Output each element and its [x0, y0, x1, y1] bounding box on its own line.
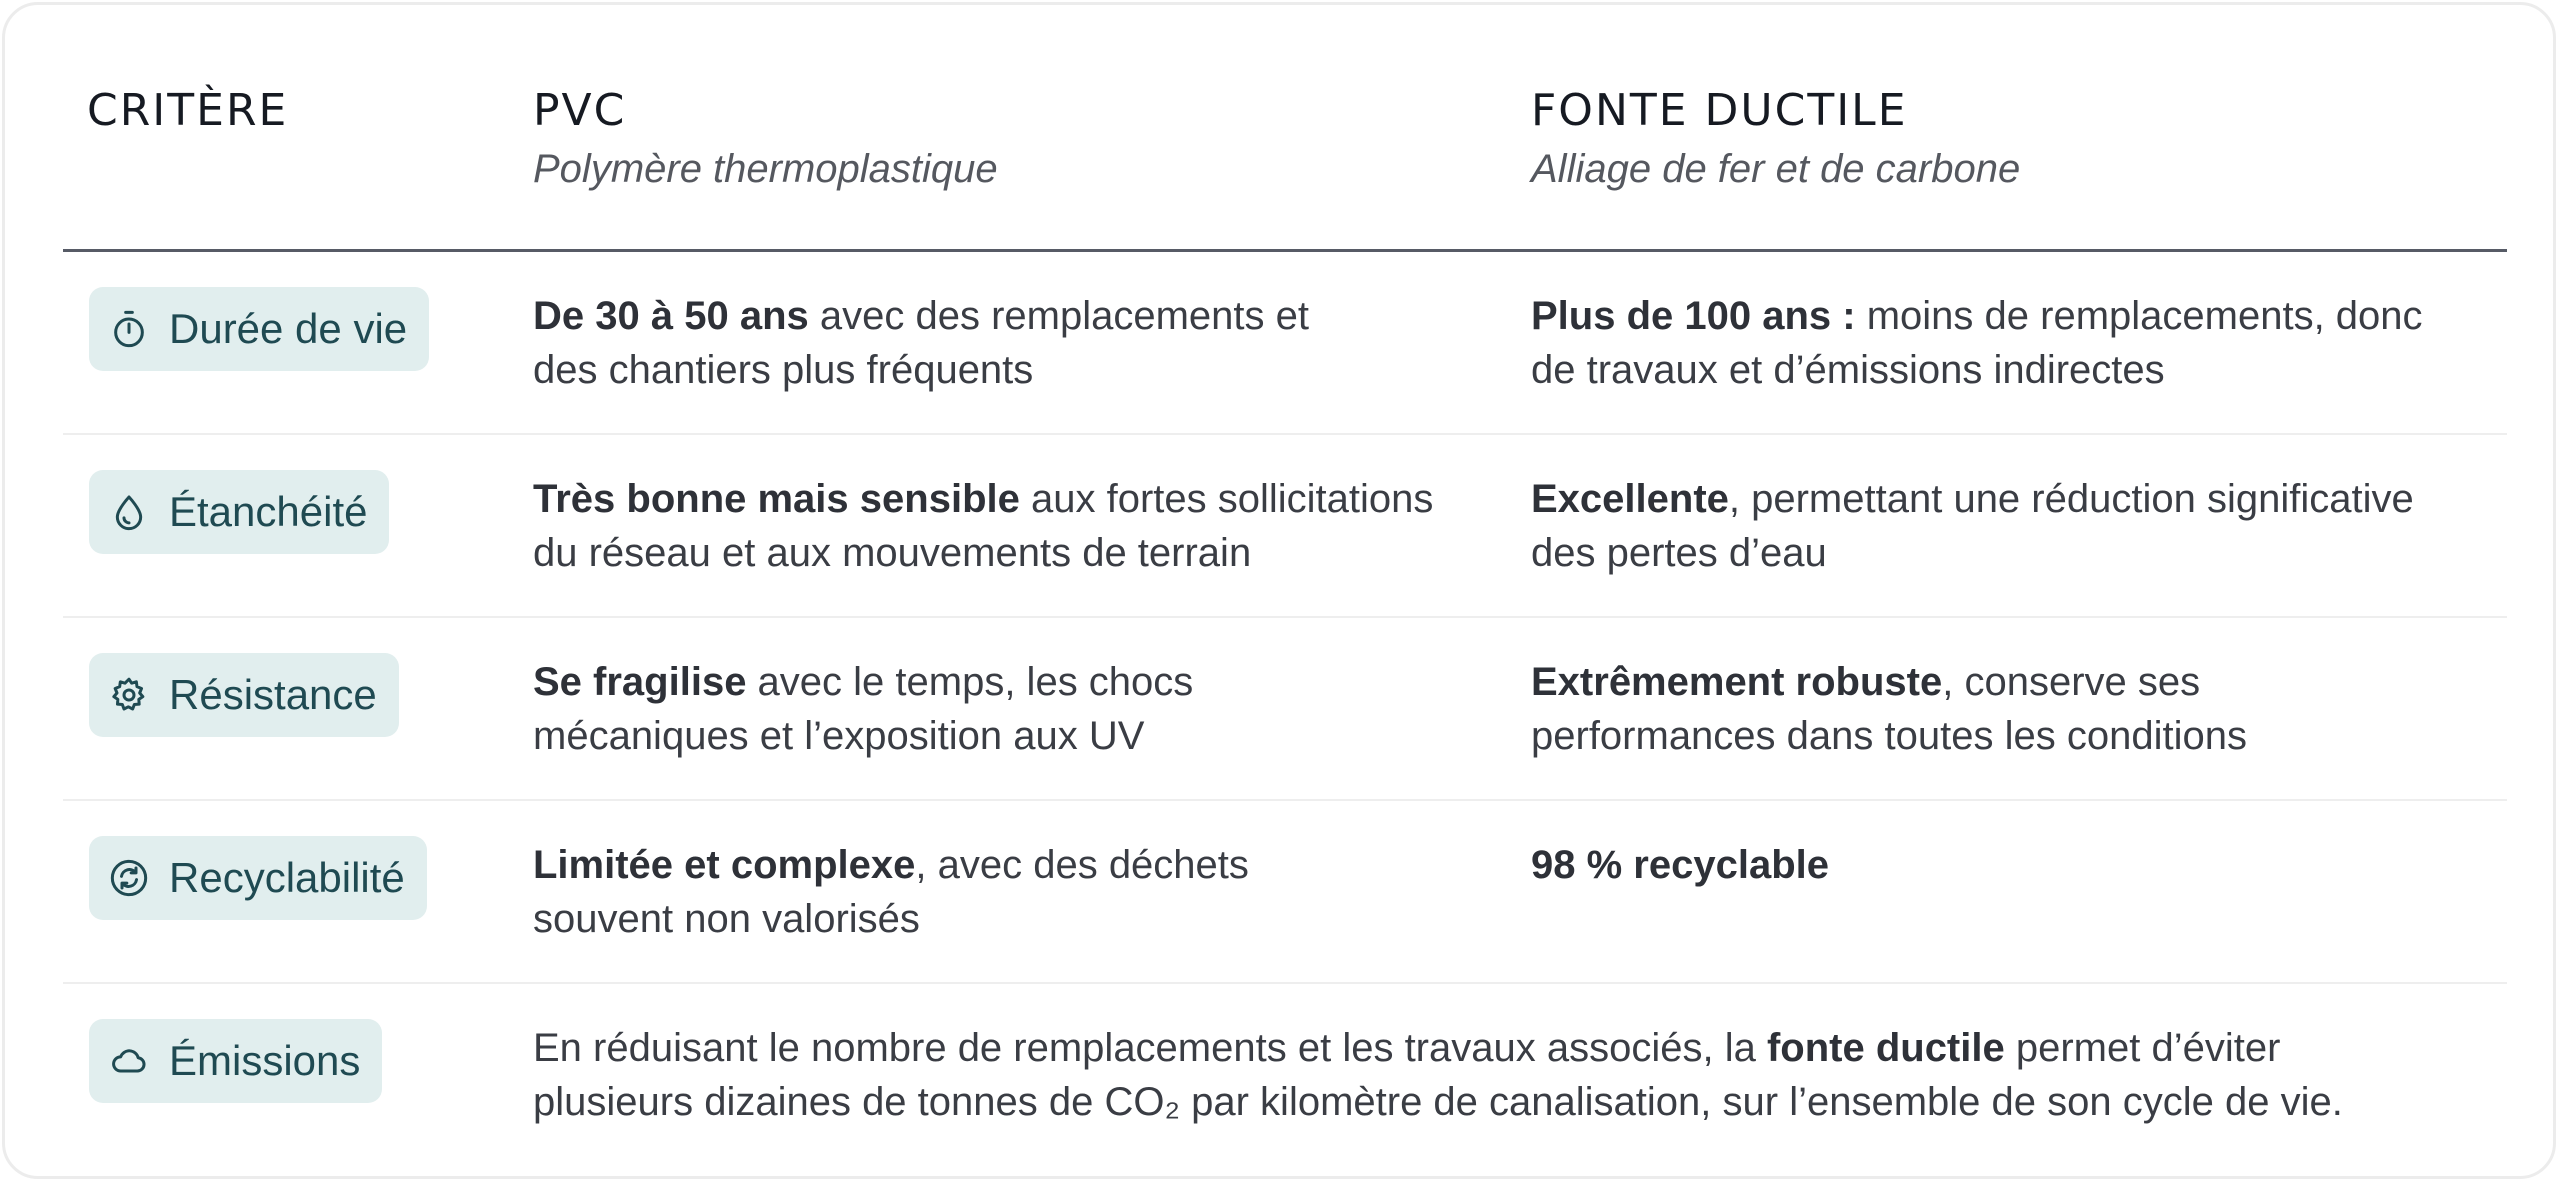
droplet-icon [109, 492, 149, 532]
cell-line-1 [533, 289, 1309, 343]
cell-text: permet d’éviter [2004, 1026, 2281, 1070]
cell-bold: Extrêmement robuste [1531, 660, 1943, 704]
row-divider [63, 799, 2507, 801]
row-divider [63, 982, 2507, 984]
cell-line-2: des chantiers plus fréquents [533, 348, 1034, 392]
cell-text: , permettant une réduction significative [1728, 477, 2414, 521]
header-criterion [87, 81, 288, 141]
cell-line-2: performances dans toutes les conditions [1531, 714, 2247, 758]
gear-icon [109, 675, 149, 715]
cell-line-1 [1531, 838, 1829, 892]
cell-bold: 98 % recyclable [1531, 843, 1829, 887]
cell-bold: Très bonne mais sensible [533, 477, 1020, 521]
cell-text: aux fortes sollicitations [1019, 477, 1434, 521]
criterion-pill-etancheite [89, 470, 389, 554]
header-pvc-title: PVC [533, 85, 627, 136]
criterion-label: Durée de vie [169, 305, 408, 352]
cell-line-1 [533, 472, 1433, 526]
cell-bold: Plus de 100 ans : [1531, 294, 1856, 338]
header-divider [63, 249, 2507, 252]
recycle-icon [109, 858, 149, 898]
cell-line-2: du réseau et aux mouvements de terrain [533, 531, 1252, 575]
fonte-cell-recyclabilite [1531, 838, 1829, 892]
cell-text: En réduisant le nombre de remplacements et les travaux associés, la [533, 1026, 1767, 1070]
criterion-pill-emissions [89, 1019, 382, 1103]
fonte-cell-duree-de-vie [1531, 289, 2423, 397]
header-fonte [1531, 81, 2020, 193]
criterion-pill-resistance [89, 653, 399, 737]
emissions-cell [533, 1021, 2343, 1129]
row-divider [63, 433, 2507, 435]
cell-line-1 [533, 655, 1193, 709]
pvc-cell-etancheite [533, 472, 1433, 580]
cell-line-1 [1531, 289, 2423, 343]
cell-bold: Limitée et complexe [533, 843, 916, 887]
criterion-label: Étanchéité [169, 488, 368, 535]
comparison-card [2, 2, 2556, 1179]
cell-text: moins de remplacements, donc [1855, 294, 2423, 338]
fonte-cell-etancheite [1531, 472, 2414, 580]
cell-text: avec le temps, les chocs [746, 660, 1194, 704]
cell-line-1 [1531, 472, 2414, 526]
cell-line-2: de travaux et d’émissions indirectes [1531, 348, 2165, 392]
cell-line-1 [1531, 655, 2247, 709]
criterion-label: Résistance [169, 671, 377, 718]
cell-bold: fonte ductile [1766, 1026, 2005, 1070]
cell-bold: Se fragilise [533, 660, 747, 704]
header-pvc-subtitle: Polymère thermoplastique [533, 147, 998, 191]
cell-line-1 [533, 838, 1249, 892]
criterion-label: Émissions [169, 1037, 361, 1084]
row-divider [63, 616, 2507, 618]
fonte-cell-resistance [1531, 655, 2247, 763]
cell-line-2: des pertes d’eau [1531, 531, 1827, 575]
cell-bold: De 30 à 50 ans [533, 294, 809, 338]
pvc-cell-recyclabilite [533, 838, 1249, 946]
pvc-cell-resistance [533, 655, 1193, 763]
header-pvc [533, 81, 998, 193]
criterion-pill-duree-de-vie [89, 287, 429, 371]
cell-line-2: souvent non valorisés [533, 897, 920, 941]
cell-line-1 [533, 1021, 2343, 1075]
cell-text: , conserve ses [1942, 660, 2201, 704]
cell-bold: Excellente [1531, 477, 1729, 521]
cell-text: , avec des déchets [915, 843, 1249, 887]
header-fonte-subtitle: Alliage de fer et de carbone [1531, 147, 2021, 191]
cell-line-2: plusieurs dizaines de tonnes de CO₂ par kilomètre de canalisation, sur l’ensemble de son cycle de vie. [533, 1080, 2343, 1124]
criterion-pill-recyclabilite [89, 836, 427, 920]
criterion-label: Recyclabilité [169, 854, 405, 901]
cloud-icon [109, 1041, 149, 1081]
cell-text: avec des remplacements et [808, 294, 1309, 338]
header-criterion-title: CRITÈRE [87, 85, 289, 136]
pvc-cell-duree-de-vie [533, 289, 1309, 397]
header-fonte-title: FONTE DUCTILE [1531, 85, 1908, 136]
timer-icon [109, 309, 149, 349]
cell-line-2: mécaniques et l’exposition aux UV [533, 714, 1145, 758]
